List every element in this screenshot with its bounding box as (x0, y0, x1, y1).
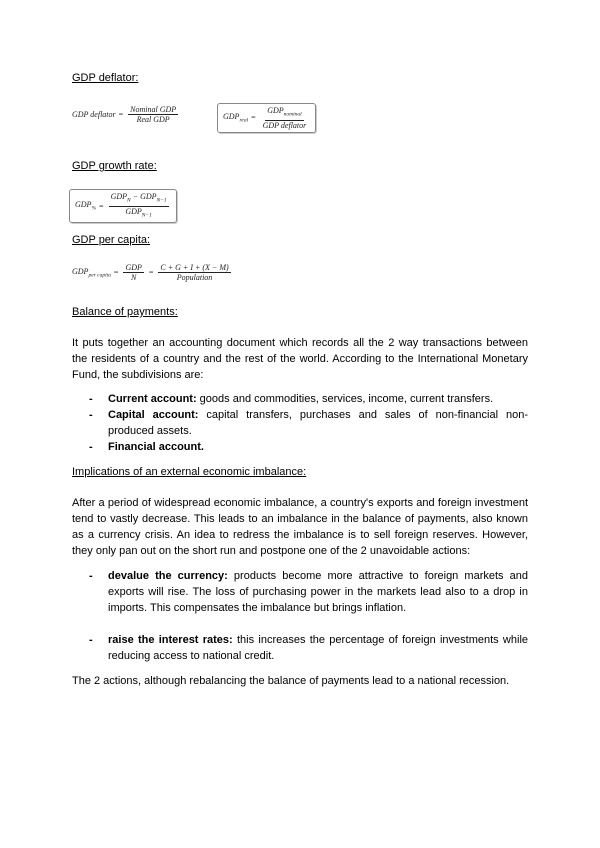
list-item-term: Financial account. (108, 441, 204, 453)
formula-numerator: GDP (125, 263, 142, 272)
list-item-text: capital transfers, purchases and sales of non-financial non-produced assets. (108, 409, 528, 437)
paragraph-implications-intro: After a period of widespread economic imbalance, a country's exports and foreign investment tend to vastly decrease. This leads to an imbalance in the balance of payments, also known as a currency crisis. An idea to redress the imbalance is to sell foreign reserves. However, they only pan out on the short run and postpone one of the 2 unavoidable actions: (72, 497, 528, 557)
bullet-dash: - (89, 409, 93, 421)
list-item (72, 391, 528, 407)
numerator-subscript-2: N−1 (156, 197, 167, 204)
formula-denominator: GDP deflator (262, 120, 307, 130)
list-item-text: goods and commodities, services, income, current transfers. (196, 393, 494, 405)
formula-fraction (128, 105, 178, 124)
numerator-subscript: nominal (283, 111, 302, 118)
balance-subdivisions-list (72, 391, 528, 455)
list-item (72, 568, 528, 616)
formula-numerator (109, 192, 169, 207)
paragraph-balance-intro: It puts together an accounting document which records all the 2 way transactions between the residents of a country and the rest of the world. According to the International Monetary Fund, the subdivisions are: (72, 337, 528, 381)
formula-denominator: N (130, 273, 137, 282)
list-item (72, 407, 528, 439)
paragraph-conclusion: The 2 actions, although rebalancing the balance of payments lead to a national recession. (72, 675, 510, 687)
formula-fraction-2 (158, 263, 230, 282)
formula-equals: = (113, 268, 119, 277)
bullet-dash: - (89, 393, 93, 405)
numerator-base: GDP (267, 106, 284, 115)
denominator-base: GDP (125, 206, 142, 216)
denominator-subscript: N−1 (141, 212, 152, 219)
heading-gdp-deflator: GDP deflator: (72, 72, 139, 84)
numerator-subscript: N (127, 197, 131, 204)
formula-fraction (109, 192, 169, 220)
bullet-dash: - (89, 441, 93, 453)
list-item (72, 632, 528, 664)
list-item-term: Current account: (108, 393, 197, 405)
formula-lhs-base: GDP (72, 266, 89, 276)
formula-fraction-1 (123, 263, 143, 282)
bullet-dash: - (89, 570, 93, 582)
formula-numerator: C + G + I + (X − M) (160, 263, 229, 272)
list-item-text: this increases the percentage of foreign investments while reducing access to national credit. (108, 634, 529, 662)
formula-gdp-per-capita (72, 263, 233, 282)
formula-numerator (265, 106, 303, 121)
list-item-text: products become more attractive to foreign markets and exports will rise. The loss of purchasing power in the markets lead also to a drop in imports. This compensates the imbalance but brings inflation. (108, 570, 528, 614)
formula-gdp-real (217, 103, 316, 133)
implications-actions-list (72, 568, 528, 664)
formula-gdp-growth (69, 189, 177, 223)
formula-gdp-deflator (72, 105, 180, 124)
formula-lhs-subscript: per capita (88, 272, 111, 279)
formula-lhs (223, 112, 248, 124)
formula-lhs (75, 200, 96, 212)
heading-balance-of-payments: Balance of payments: (72, 306, 178, 318)
formula-equals: = (99, 201, 104, 211)
formula-lhs-subscript: real (239, 117, 249, 124)
bullet-dash: - (89, 634, 93, 646)
heading-implications: Implications of an external economic imbalance: (72, 466, 307, 478)
formula-lhs-base: GDP (223, 112, 240, 121)
formula-numerator: Nominal GDP (130, 105, 177, 114)
formula-equals-2: = (148, 268, 154, 277)
formula-denominator (123, 207, 154, 221)
list-item-term: devalue the currency: (108, 570, 228, 582)
formula-lhs (72, 267, 111, 279)
list-item-term: Capital account: (108, 409, 199, 421)
heading-gdp-growth: GDP growth rate: (72, 160, 157, 172)
formula-lhs-base: GDP (75, 200, 92, 210)
formula-fraction (261, 106, 309, 130)
formula-equals: = (118, 110, 124, 119)
numerator-minus-term: − GDP (130, 192, 157, 201)
formula-denominator: Population (176, 273, 213, 282)
numerator-base: GDP (110, 192, 128, 201)
formula-lhs: GDP deflator (72, 110, 116, 119)
formula-equals: = (251, 113, 256, 123)
formula-lhs-subscript: % (91, 205, 97, 212)
heading-gdp-per-capita: GDP per capita: (72, 234, 151, 246)
formula-denominator: Real GDP (136, 115, 170, 124)
list-item-term: raise the interest rates: (108, 634, 233, 646)
list-item (72, 439, 528, 455)
